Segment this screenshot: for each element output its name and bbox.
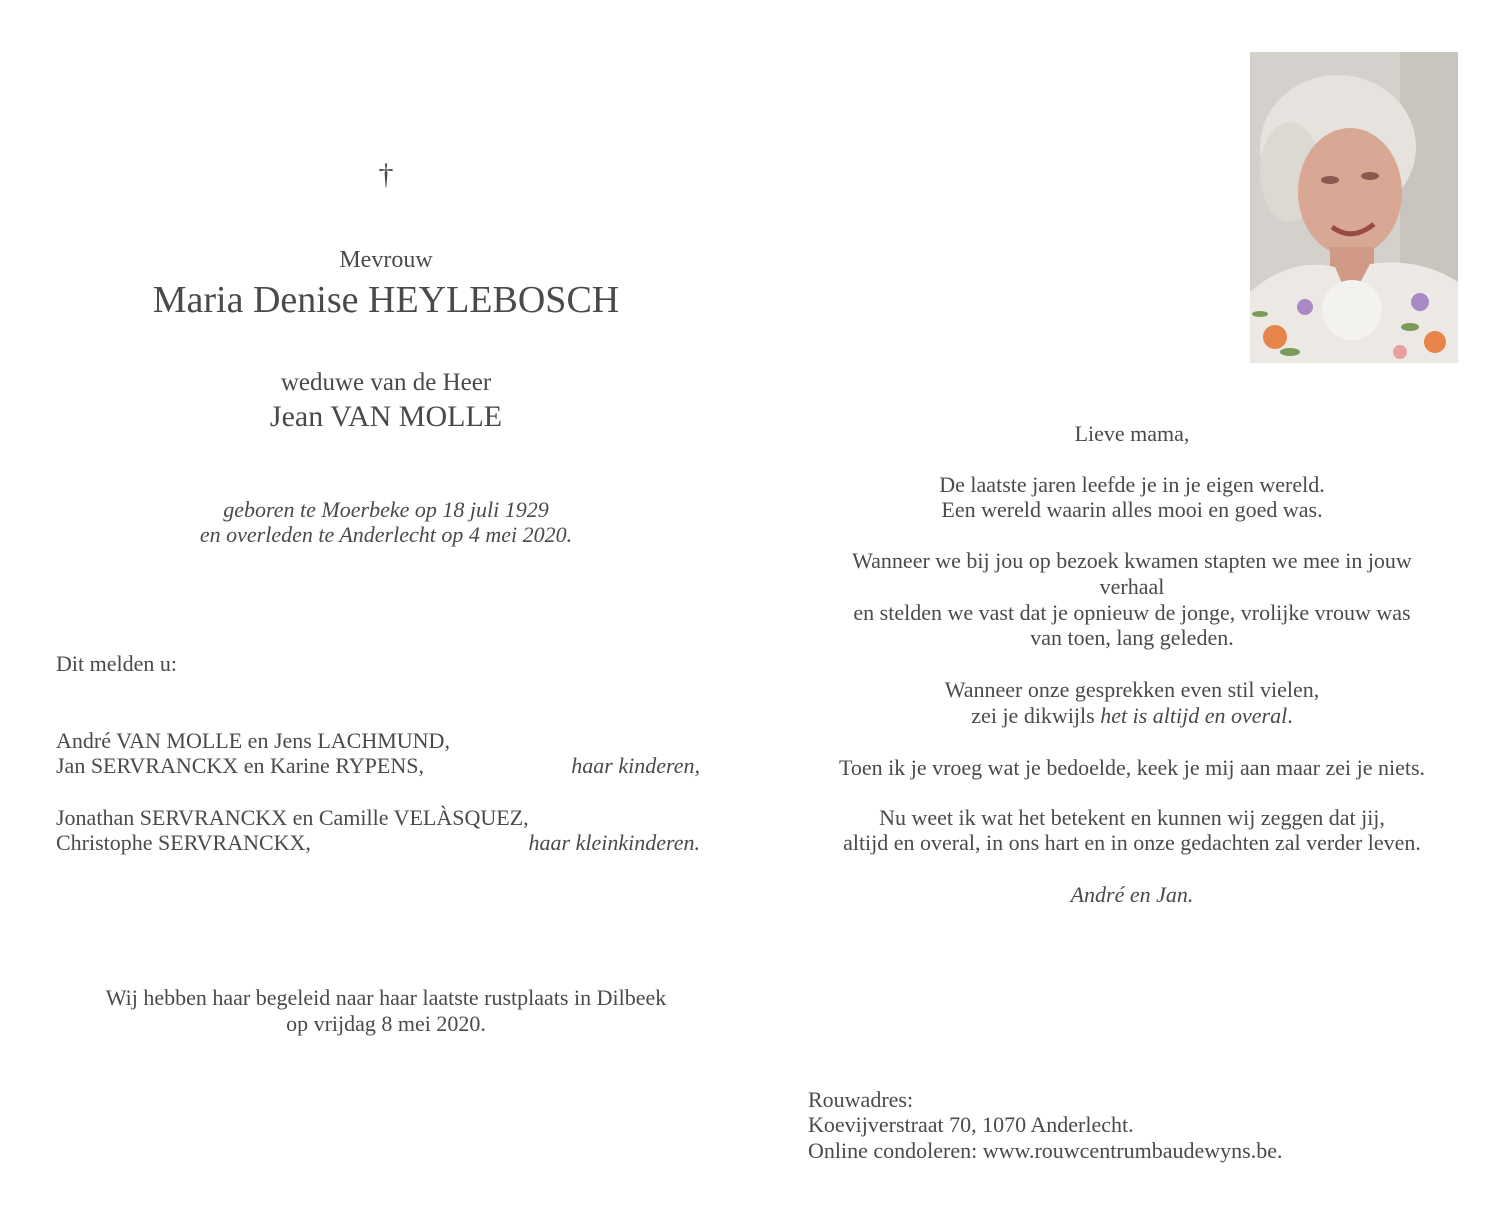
- poem-line: De laatste jaren leefde je in je eigen wereld.: [939, 472, 1325, 497]
- address-label: Rouwadres:: [808, 1087, 914, 1112]
- burial-line-2: op vrijdag 8 mei 2020.: [286, 1011, 486, 1036]
- burial-line-1: Wij hebben haar begeleid naar haar laatste rustplaats in Dilbeek: [105, 985, 667, 1010]
- portrait-photo: [1250, 52, 1458, 363]
- family-names: Jonathan SERVRANCKX en Camille VELÀSQUEZ,: [56, 805, 529, 830]
- honorific-title: Mevrouw: [339, 247, 433, 273]
- poem-line: altijd en overal, in ons hart en in onze gedachten zal verder leven.: [843, 830, 1421, 855]
- deceased-name: Maria Denise HEYLEBOSCH: [152, 279, 620, 321]
- family-names: André VAN MOLLE en Jens LACHMUND,: [56, 728, 450, 753]
- poem-signature: André en Jan.: [1070, 882, 1194, 907]
- poem-line: Wanneer we bij jou op bezoek kwamen stapten we mee in jouw: [852, 548, 1412, 573]
- poem-greeting: Lieve mama,: [1074, 421, 1190, 446]
- family-row: [56, 728, 700, 754]
- widow-of-label: weduwe van de Heer: [280, 369, 492, 396]
- family-row: [56, 753, 700, 779]
- poem-text: .: [1287, 703, 1293, 728]
- poem-line: Wanneer onze gesprekken even stil vielen,: [944, 677, 1320, 702]
- family-row: [56, 805, 700, 831]
- poem-line: van toen, lang geleden.: [1030, 625, 1234, 650]
- cross-icon: †: [378, 158, 394, 191]
- address-street: Koevijverstraat 70, 1070 Anderlecht.: [808, 1112, 1134, 1137]
- poem-line: Een wereld waarin alles mooi en goed was.: [941, 497, 1323, 522]
- family-role: haar kleinkinderen.: [528, 830, 700, 855]
- announcement-label: Dit melden u:: [56, 651, 177, 676]
- poem-line: Nu weet ik wat het betekent en kunnen wij zeggen dat jij,: [879, 805, 1385, 830]
- poem-text: zei je dikwijls: [971, 703, 1101, 728]
- poem-line: verhaal: [1099, 574, 1165, 599]
- poem-line: en stelden we vast dat je opnieuw de jonge, vrolijke vrouw was: [853, 600, 1411, 625]
- husband-name: Jean VAN MOLLE: [269, 400, 503, 433]
- birth-line: geboren te Moerbeke op 18 juli 1929: [223, 497, 549, 522]
- family-row: [56, 830, 700, 856]
- family-names: Christophe SERVRANCKX,: [56, 830, 311, 855]
- family-role: haar kinderen,: [571, 753, 700, 778]
- online-condolence-link[interactable]: Online condoleren: www.rouwcentrumbaudewyns.be.: [808, 1138, 1283, 1163]
- family-names: Jan SERVRANCKX en Karine RYPENS,: [56, 753, 424, 778]
- poem-quote: het is altijd en overal: [1100, 703, 1288, 728]
- poem-line: [812, 703, 1452, 729]
- portrait-illustration: [1250, 52, 1458, 363]
- poem-line: Toen ik je vroeg wat je bedoelde, keek je mij aan maar zei je niets.: [838, 755, 1426, 780]
- death-line: en overleden te Anderlecht op 4 mei 2020.: [199, 522, 573, 547]
